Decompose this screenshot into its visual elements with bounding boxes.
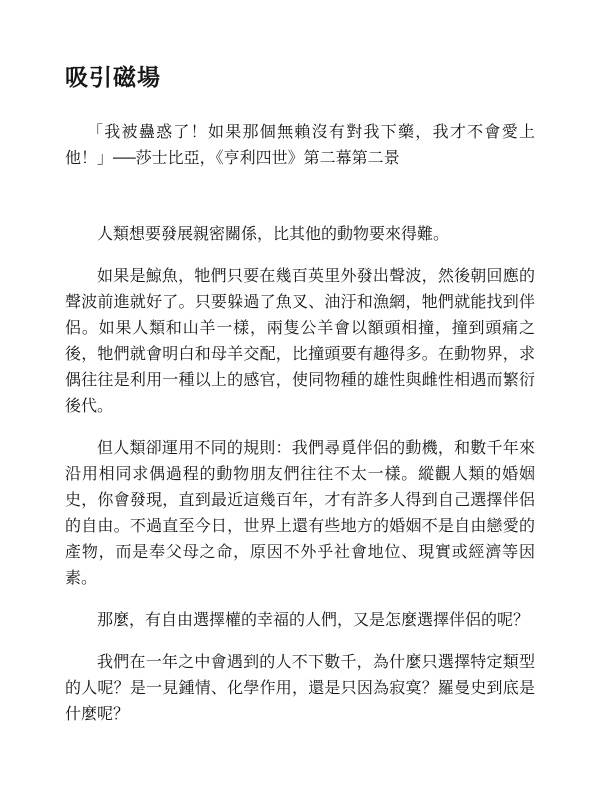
- chapter-title: 吸引磁場: [65, 65, 161, 90]
- epigraph-quote: 「我被蠱惑了！如果那個無賴沒有對我下藥，我才不會愛上他！」──莎士比亞，《亨利四世》第二幕第二景: [65, 124, 535, 167]
- body-paragraph: 但人類卻運用不同的規則：我們尋覓伴侶的動機，和數千年來沿用相同求偶過程的動物朋友們往往不太一樣。縱觀人類的婚姻史，你會發現，直到最近這幾百年，才有許多人得到自己選擇伴侶的自由。不過直至今日，世界上還有些地方的婚姻不是自由戀愛的產物，而是奉父母之命，原因不外乎社會地位、現實或經濟等因素。: [65, 440, 535, 587]
- body-paragraph: 我們在一年之中會遇到的人不下數千，為什麼只選擇特定類型的人呢？是一見鍾情、化學作用，還是只因為寂寞？羅曼史到底是什麼呢？: [65, 654, 535, 723]
- body-paragraph: 那麼，有自由選擇權的幸福的人們，又是怎麼選擇伴侶的呢？: [97, 612, 530, 629]
- body-paragraph: 如果是鯨魚，牠們只要在幾百英里外發出聲波，然後朝回應的聲波前進就好了。只要躲過了魚叉、油汙和漁網，牠們就能找到伴侶。如果人類和山羊一樣，兩隻公羊會以額頭相撞，撞到頭痛之後，牠們就會明白和母羊交配，比撞頭要有趣得多。在動物界，求偶往往是利用一種以上的感官，使同物種的雄性與雌性相遇而繁衍後代。: [65, 268, 535, 415]
- page-content: [65, 64, 535, 728]
- body-paragraph: 人類想要發展親密關係，比其他的動物要來得難。: [97, 226, 450, 243]
